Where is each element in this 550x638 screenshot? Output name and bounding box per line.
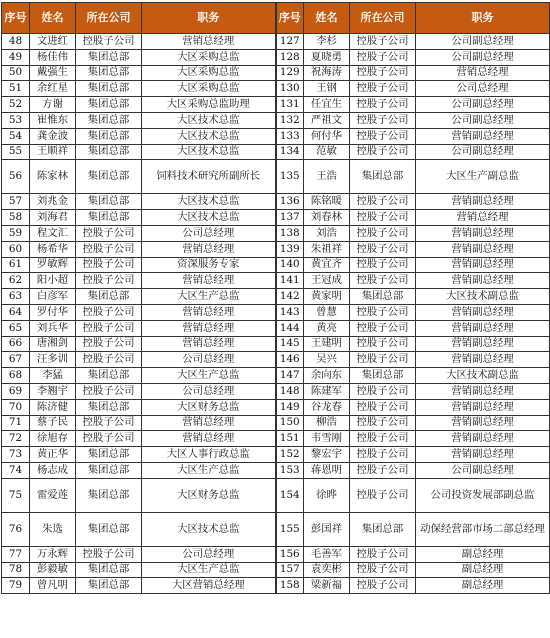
cell-position: 大区生产总监 <box>142 368 276 384</box>
cell-index: 65 <box>2 320 30 336</box>
cell-company: 控股子公司 <box>350 65 416 81</box>
cell-name: 余红星 <box>30 81 76 97</box>
cell-company: 集团总部 <box>350 289 416 305</box>
cell-name: 陈建军 <box>304 383 350 399</box>
cell-position: 饲料技术研究所副所长 <box>142 160 276 194</box>
cell-position: 大区技术总监 <box>142 512 276 546</box>
cell-company: 集团总部 <box>76 97 142 113</box>
header-index: 序号 <box>276 3 304 34</box>
cell-position: 营销总经理 <box>142 34 276 50</box>
cell-index: 150 <box>276 415 304 431</box>
cell-index: 57 <box>2 194 30 210</box>
cell-index: 62 <box>2 273 30 289</box>
cell-index: 141 <box>276 273 304 289</box>
cell-index: 64 <box>2 304 30 320</box>
cell-name: 崔惟东 <box>30 112 76 128</box>
cell-position: 副总经理 <box>416 578 550 594</box>
cell-position: 营销副总经理 <box>416 415 550 431</box>
cell-name: 李翘宇 <box>30 383 76 399</box>
cell-company: 控股子公司 <box>350 578 416 594</box>
header-name: 姓名 <box>30 3 76 34</box>
cell-position: 营销总经理 <box>142 241 276 257</box>
table-row <box>2 160 550 194</box>
cell-name: 王顺祥 <box>30 144 76 160</box>
table-row <box>2 431 550 447</box>
cell-name: 朱祖祥 <box>304 241 350 257</box>
cell-company: 控股子公司 <box>350 478 416 512</box>
cell-position: 公司副总经理 <box>416 112 550 128</box>
table-row <box>2 462 550 478</box>
cell-position: 营销总经理 <box>142 415 276 431</box>
cell-position: 大区生产总监 <box>142 289 276 305</box>
cell-company: 控股子公司 <box>350 257 416 273</box>
cell-name: 杨希华 <box>30 241 76 257</box>
cell-company: 集团总部 <box>350 368 416 384</box>
table-row <box>2 336 550 352</box>
header-position: 职务 <box>416 3 550 34</box>
cell-company: 集团总部 <box>76 194 142 210</box>
cell-position: 营销副总经理 <box>416 273 550 289</box>
table-row <box>2 65 550 81</box>
cell-name: 白彦军 <box>30 289 76 305</box>
cell-index: 67 <box>2 352 30 368</box>
cell-company: 控股子公司 <box>350 144 416 160</box>
cell-name: 刘春林 <box>304 210 350 226</box>
cell-index: 142 <box>276 289 304 305</box>
cell-name: 夏晓勇 <box>304 49 350 65</box>
table-header-row <box>2 3 550 34</box>
cell-index: 60 <box>2 241 30 257</box>
cell-name: 何付华 <box>304 128 350 144</box>
cell-name: 黎宏宇 <box>304 447 350 463</box>
cell-position: 大区财务总监 <box>142 399 276 415</box>
cell-name: 罗付华 <box>30 304 76 320</box>
table-row <box>2 383 550 399</box>
cell-name: 雷爱莲 <box>30 478 76 512</box>
cell-position: 动保经营部市场二部总经理 <box>416 512 550 546</box>
cell-position: 营销总经理 <box>142 273 276 289</box>
cell-position: 营销总经理 <box>142 431 276 447</box>
cell-name: 毛善军 <box>304 546 350 562</box>
cell-index: 52 <box>2 97 30 113</box>
table-row <box>2 562 550 578</box>
cell-position: 营销副总经理 <box>416 447 550 463</box>
cell-index: 77 <box>2 546 30 562</box>
cell-company: 控股子公司 <box>350 352 416 368</box>
cell-name: 李杉 <box>304 34 350 50</box>
cell-position: 营销副总经理 <box>416 383 550 399</box>
cell-company: 控股子公司 <box>350 241 416 257</box>
cell-index: 71 <box>2 415 30 431</box>
cell-index: 137 <box>276 210 304 226</box>
cell-position: 公司副总经理 <box>416 462 550 478</box>
cell-company: 集团总部 <box>76 368 142 384</box>
cell-company: 控股子公司 <box>76 225 142 241</box>
cell-index: 128 <box>276 49 304 65</box>
cell-position: 营销副总经理 <box>416 304 550 320</box>
cell-position: 营销总经理 <box>416 65 550 81</box>
cell-position: 公司总经理 <box>142 225 276 241</box>
table-row <box>2 194 550 210</box>
cell-index: 134 <box>276 144 304 160</box>
cell-position: 公司投资发展部副总监 <box>416 478 550 512</box>
cell-company: 控股子公司 <box>76 257 142 273</box>
cell-name: 王浩 <box>304 160 350 194</box>
table-row <box>2 399 550 415</box>
cell-name: 徐旭存 <box>30 431 76 447</box>
cell-company: 控股子公司 <box>350 34 416 50</box>
cell-position: 营销副总经理 <box>416 128 550 144</box>
cell-position: 公司副总经理 <box>416 34 550 50</box>
cell-position: 副总经理 <box>416 562 550 578</box>
cell-name: 朱选 <box>30 512 76 546</box>
cell-company: 集团总部 <box>76 578 142 594</box>
cell-name: 阳小超 <box>30 273 76 289</box>
cell-name: 刘海君 <box>30 210 76 226</box>
cell-name: 方谢 <box>30 97 76 113</box>
cell-position: 大区生产总监 <box>142 562 276 578</box>
cell-company: 控股子公司 <box>76 352 142 368</box>
cell-position: 公司副总经理 <box>416 97 550 113</box>
table-row <box>2 320 550 336</box>
table-row <box>2 304 550 320</box>
cell-index: 157 <box>276 562 304 578</box>
cell-index: 50 <box>2 65 30 81</box>
table-row <box>2 447 550 463</box>
cell-index: 56 <box>2 160 30 194</box>
cell-name: 戴强生 <box>30 65 76 81</box>
cell-name: 陈家林 <box>30 160 76 194</box>
cell-name: 刘兵华 <box>30 320 76 336</box>
cell-name: 蒋恩明 <box>304 462 350 478</box>
cell-name: 文进红 <box>30 34 76 50</box>
cell-company: 控股子公司 <box>350 112 416 128</box>
cell-position: 营销总经理 <box>142 320 276 336</box>
cell-index: 66 <box>2 336 30 352</box>
table-row <box>2 289 550 305</box>
cell-company: 控股子公司 <box>350 562 416 578</box>
cell-company: 集团总部 <box>76 447 142 463</box>
cell-index: 155 <box>276 512 304 546</box>
cell-position: 大区财务总监 <box>142 478 276 512</box>
cell-name: 梁新福 <box>304 578 350 594</box>
cell-index: 79 <box>2 578 30 594</box>
cell-index: 127 <box>276 34 304 50</box>
cell-name: 万永辉 <box>30 546 76 562</box>
cell-company: 控股子公司 <box>76 241 142 257</box>
cell-index: 156 <box>276 546 304 562</box>
cell-company: 控股子公司 <box>76 336 142 352</box>
cell-name: 谷龙春 <box>304 399 350 415</box>
cell-name: 汪多训 <box>30 352 76 368</box>
cell-name: 陈铭暖 <box>304 194 350 210</box>
table-row <box>2 112 550 128</box>
cell-index: 131 <box>276 97 304 113</box>
cell-company: 控股子公司 <box>76 431 142 447</box>
cell-index: 152 <box>276 447 304 463</box>
cell-name: 李猛 <box>30 368 76 384</box>
cell-index: 136 <box>276 194 304 210</box>
header-index: 序号 <box>2 3 30 34</box>
cell-name: 王建明 <box>304 336 350 352</box>
cell-position: 营销副总经理 <box>416 241 550 257</box>
cell-company: 控股子公司 <box>350 273 416 289</box>
cell-company: 集团总部 <box>76 562 142 578</box>
cell-index: 68 <box>2 368 30 384</box>
table-row <box>2 257 550 273</box>
header-company: 所在公司 <box>76 3 142 34</box>
cell-position: 大区采购总监 <box>142 81 276 97</box>
cell-index: 140 <box>276 257 304 273</box>
table-row <box>2 578 550 594</box>
cell-company: 控股子公司 <box>350 320 416 336</box>
cell-index: 74 <box>2 462 30 478</box>
cell-name: 刘兆金 <box>30 194 76 210</box>
cell-name: 程文汇 <box>30 225 76 241</box>
cell-position: 公司总经理 <box>142 546 276 562</box>
cell-company: 控股子公司 <box>76 34 142 50</box>
cell-position: 营销副总经理 <box>416 257 550 273</box>
cell-position: 资深服务专家 <box>142 257 276 273</box>
cell-company: 控股子公司 <box>350 546 416 562</box>
cell-index: 148 <box>276 383 304 399</box>
cell-index: 75 <box>2 478 30 512</box>
table-row <box>2 97 550 113</box>
cell-index: 130 <box>276 81 304 97</box>
cell-index: 55 <box>2 144 30 160</box>
cell-position: 副总经理 <box>416 546 550 562</box>
cell-position: 公司总经理 <box>142 383 276 399</box>
cell-company: 控股子公司 <box>350 81 416 97</box>
cell-name: 韦雪刚 <box>304 431 350 447</box>
cell-index: 151 <box>276 431 304 447</box>
cell-index: 144 <box>276 320 304 336</box>
cell-position: 营销副总经理 <box>416 431 550 447</box>
cell-name: 曾慧 <box>304 304 350 320</box>
cell-company: 控股子公司 <box>350 336 416 352</box>
cell-company: 集团总部 <box>76 289 142 305</box>
cell-name: 唐湘剑 <box>30 336 76 352</box>
cell-position: 大区营销总经理 <box>142 578 276 594</box>
cell-name: 龚金波 <box>30 128 76 144</box>
cell-name: 余向东 <box>304 368 350 384</box>
cell-index: 132 <box>276 112 304 128</box>
cell-index: 48 <box>2 34 30 50</box>
cell-index: 147 <box>276 368 304 384</box>
cell-position: 营销总经理 <box>416 210 550 226</box>
cell-index: 76 <box>2 512 30 546</box>
cell-index: 73 <box>2 447 30 463</box>
cell-company: 控股子公司 <box>350 399 416 415</box>
cell-position: 营销副总经理 <box>416 194 550 210</box>
cell-company: 控股子公司 <box>76 320 142 336</box>
cell-position: 公司总经理 <box>142 352 276 368</box>
cell-company: 集团总部 <box>76 399 142 415</box>
cell-index: 129 <box>276 65 304 81</box>
cell-position: 营销总经理 <box>142 336 276 352</box>
cell-name: 彭国祥 <box>304 512 350 546</box>
cell-company: 控股子公司 <box>350 447 416 463</box>
cell-index: 72 <box>2 431 30 447</box>
cell-name: 杨志成 <box>30 462 76 478</box>
cell-company: 集团总部 <box>76 65 142 81</box>
cell-position: 营销副总经理 <box>416 399 550 415</box>
cell-index: 149 <box>276 399 304 415</box>
cell-name: 祝海涛 <box>304 65 350 81</box>
cell-company: 集团总部 <box>350 512 416 546</box>
cell-name: 黄家明 <box>304 289 350 305</box>
cell-company: 控股子公司 <box>350 383 416 399</box>
cell-company: 控股子公司 <box>350 462 416 478</box>
cell-index: 158 <box>276 578 304 594</box>
cell-company: 控股子公司 <box>350 431 416 447</box>
cell-name: 罗敏辉 <box>30 257 76 273</box>
cell-company: 控股子公司 <box>76 273 142 289</box>
cell-position: 大区技术总监 <box>142 112 276 128</box>
cell-name: 吴兴 <box>304 352 350 368</box>
cell-company: 控股子公司 <box>76 383 142 399</box>
cell-position: 大区技术总监 <box>142 144 276 160</box>
cell-name: 王钢 <box>304 81 350 97</box>
cell-company: 控股子公司 <box>350 415 416 431</box>
cell-company: 集团总部 <box>350 160 416 194</box>
cell-index: 145 <box>276 336 304 352</box>
table-row <box>2 241 550 257</box>
table-row <box>2 546 550 562</box>
cell-index: 135 <box>276 160 304 194</box>
cell-index: 138 <box>276 225 304 241</box>
cell-index: 143 <box>276 304 304 320</box>
cell-company: 集团总部 <box>76 112 142 128</box>
cell-position: 公司副总经理 <box>416 144 550 160</box>
cell-index: 154 <box>276 478 304 512</box>
cell-index: 146 <box>276 352 304 368</box>
cell-name: 黄宜齐 <box>304 257 350 273</box>
cell-position: 大区技术总监 <box>142 128 276 144</box>
table-row <box>2 415 550 431</box>
cell-index: 58 <box>2 210 30 226</box>
table-row <box>2 352 550 368</box>
cell-company: 控股子公司 <box>350 194 416 210</box>
cell-position: 大区生产总监 <box>142 462 276 478</box>
cell-name: 柳浩 <box>304 415 350 431</box>
cell-company: 集团总部 <box>76 160 142 194</box>
cell-name: 陈济健 <box>30 399 76 415</box>
cell-index: 59 <box>2 225 30 241</box>
cell-position: 大区技术副总监 <box>416 289 550 305</box>
table-row <box>2 81 550 97</box>
cell-index: 61 <box>2 257 30 273</box>
cell-company: 控股子公司 <box>350 97 416 113</box>
cell-company: 集团总部 <box>76 49 142 65</box>
cell-position: 大区技术副总监 <box>416 368 550 384</box>
table-row <box>2 368 550 384</box>
cell-position: 营销副总经理 <box>416 225 550 241</box>
cell-name: 黄亮 <box>304 320 350 336</box>
cell-company: 集团总部 <box>76 512 142 546</box>
cell-company: 控股子公司 <box>350 128 416 144</box>
cell-name: 徐晔 <box>304 478 350 512</box>
cell-position: 营销总经理 <box>142 304 276 320</box>
cell-company: 控股子公司 <box>350 49 416 65</box>
header-name: 姓名 <box>304 3 350 34</box>
cell-name: 王冠成 <box>304 273 350 289</box>
cell-name: 黄正华 <box>30 447 76 463</box>
cell-name: 任宜生 <box>304 97 350 113</box>
cell-company: 控股子公司 <box>350 210 416 226</box>
cell-name: 杨佳伟 <box>30 49 76 65</box>
cell-position: 大区技术总监 <box>142 194 276 210</box>
cell-company: 控股子公司 <box>76 415 142 431</box>
cell-company: 集团总部 <box>76 144 142 160</box>
table-row <box>2 49 550 65</box>
cell-index: 139 <box>276 241 304 257</box>
cell-position: 营销副总经理 <box>416 352 550 368</box>
personnel-table-sheet <box>1 2 550 594</box>
cell-position: 大区生产副总监 <box>416 160 550 194</box>
header-company: 所在公司 <box>350 3 416 34</box>
cell-position: 大区采购总监 <box>142 49 276 65</box>
table-row <box>2 478 550 512</box>
cell-company: 控股子公司 <box>76 546 142 562</box>
cell-name: 袁奕彬 <box>304 562 350 578</box>
cell-name: 范敏 <box>304 144 350 160</box>
cell-position: 大区人事行政总监 <box>142 447 276 463</box>
cell-name: 曾凡明 <box>30 578 76 594</box>
table-row <box>2 144 550 160</box>
cell-name: 彭毅敏 <box>30 562 76 578</box>
cell-position: 大区采购总监助理 <box>142 97 276 113</box>
cell-company: 集团总部 <box>76 128 142 144</box>
table-row <box>2 34 550 50</box>
cell-index: 63 <box>2 289 30 305</box>
cell-position: 大区采购总监 <box>142 65 276 81</box>
cell-company: 控股子公司 <box>350 225 416 241</box>
cell-position: 公司副总经理 <box>416 49 550 65</box>
cell-index: 69 <box>2 383 30 399</box>
cell-name: 蔡子民 <box>30 415 76 431</box>
cell-name: 严祖文 <box>304 112 350 128</box>
table-row <box>2 512 550 546</box>
cell-name: 刘浩 <box>304 225 350 241</box>
cell-index: 51 <box>2 81 30 97</box>
cell-position: 大区技术总监 <box>142 210 276 226</box>
cell-position: 营销副总经理 <box>416 320 550 336</box>
cell-index: 54 <box>2 128 30 144</box>
cell-index: 49 <box>2 49 30 65</box>
personnel-table <box>1 2 550 594</box>
cell-company: 集团总部 <box>76 462 142 478</box>
cell-position: 公司总经理 <box>416 81 550 97</box>
cell-company: 集团总部 <box>76 210 142 226</box>
cell-company: 集团总部 <box>76 81 142 97</box>
table-row <box>2 210 550 226</box>
header-position: 职务 <box>142 3 276 34</box>
cell-position: 营销副总经理 <box>416 336 550 352</box>
cell-index: 78 <box>2 562 30 578</box>
cell-company: 集团总部 <box>76 478 142 512</box>
cell-index: 133 <box>276 128 304 144</box>
cell-index: 153 <box>276 462 304 478</box>
cell-company: 控股子公司 <box>76 304 142 320</box>
cell-company: 控股子公司 <box>350 304 416 320</box>
table-row <box>2 225 550 241</box>
cell-index: 53 <box>2 112 30 128</box>
table-row <box>2 128 550 144</box>
cell-index: 70 <box>2 399 30 415</box>
table-row <box>2 273 550 289</box>
